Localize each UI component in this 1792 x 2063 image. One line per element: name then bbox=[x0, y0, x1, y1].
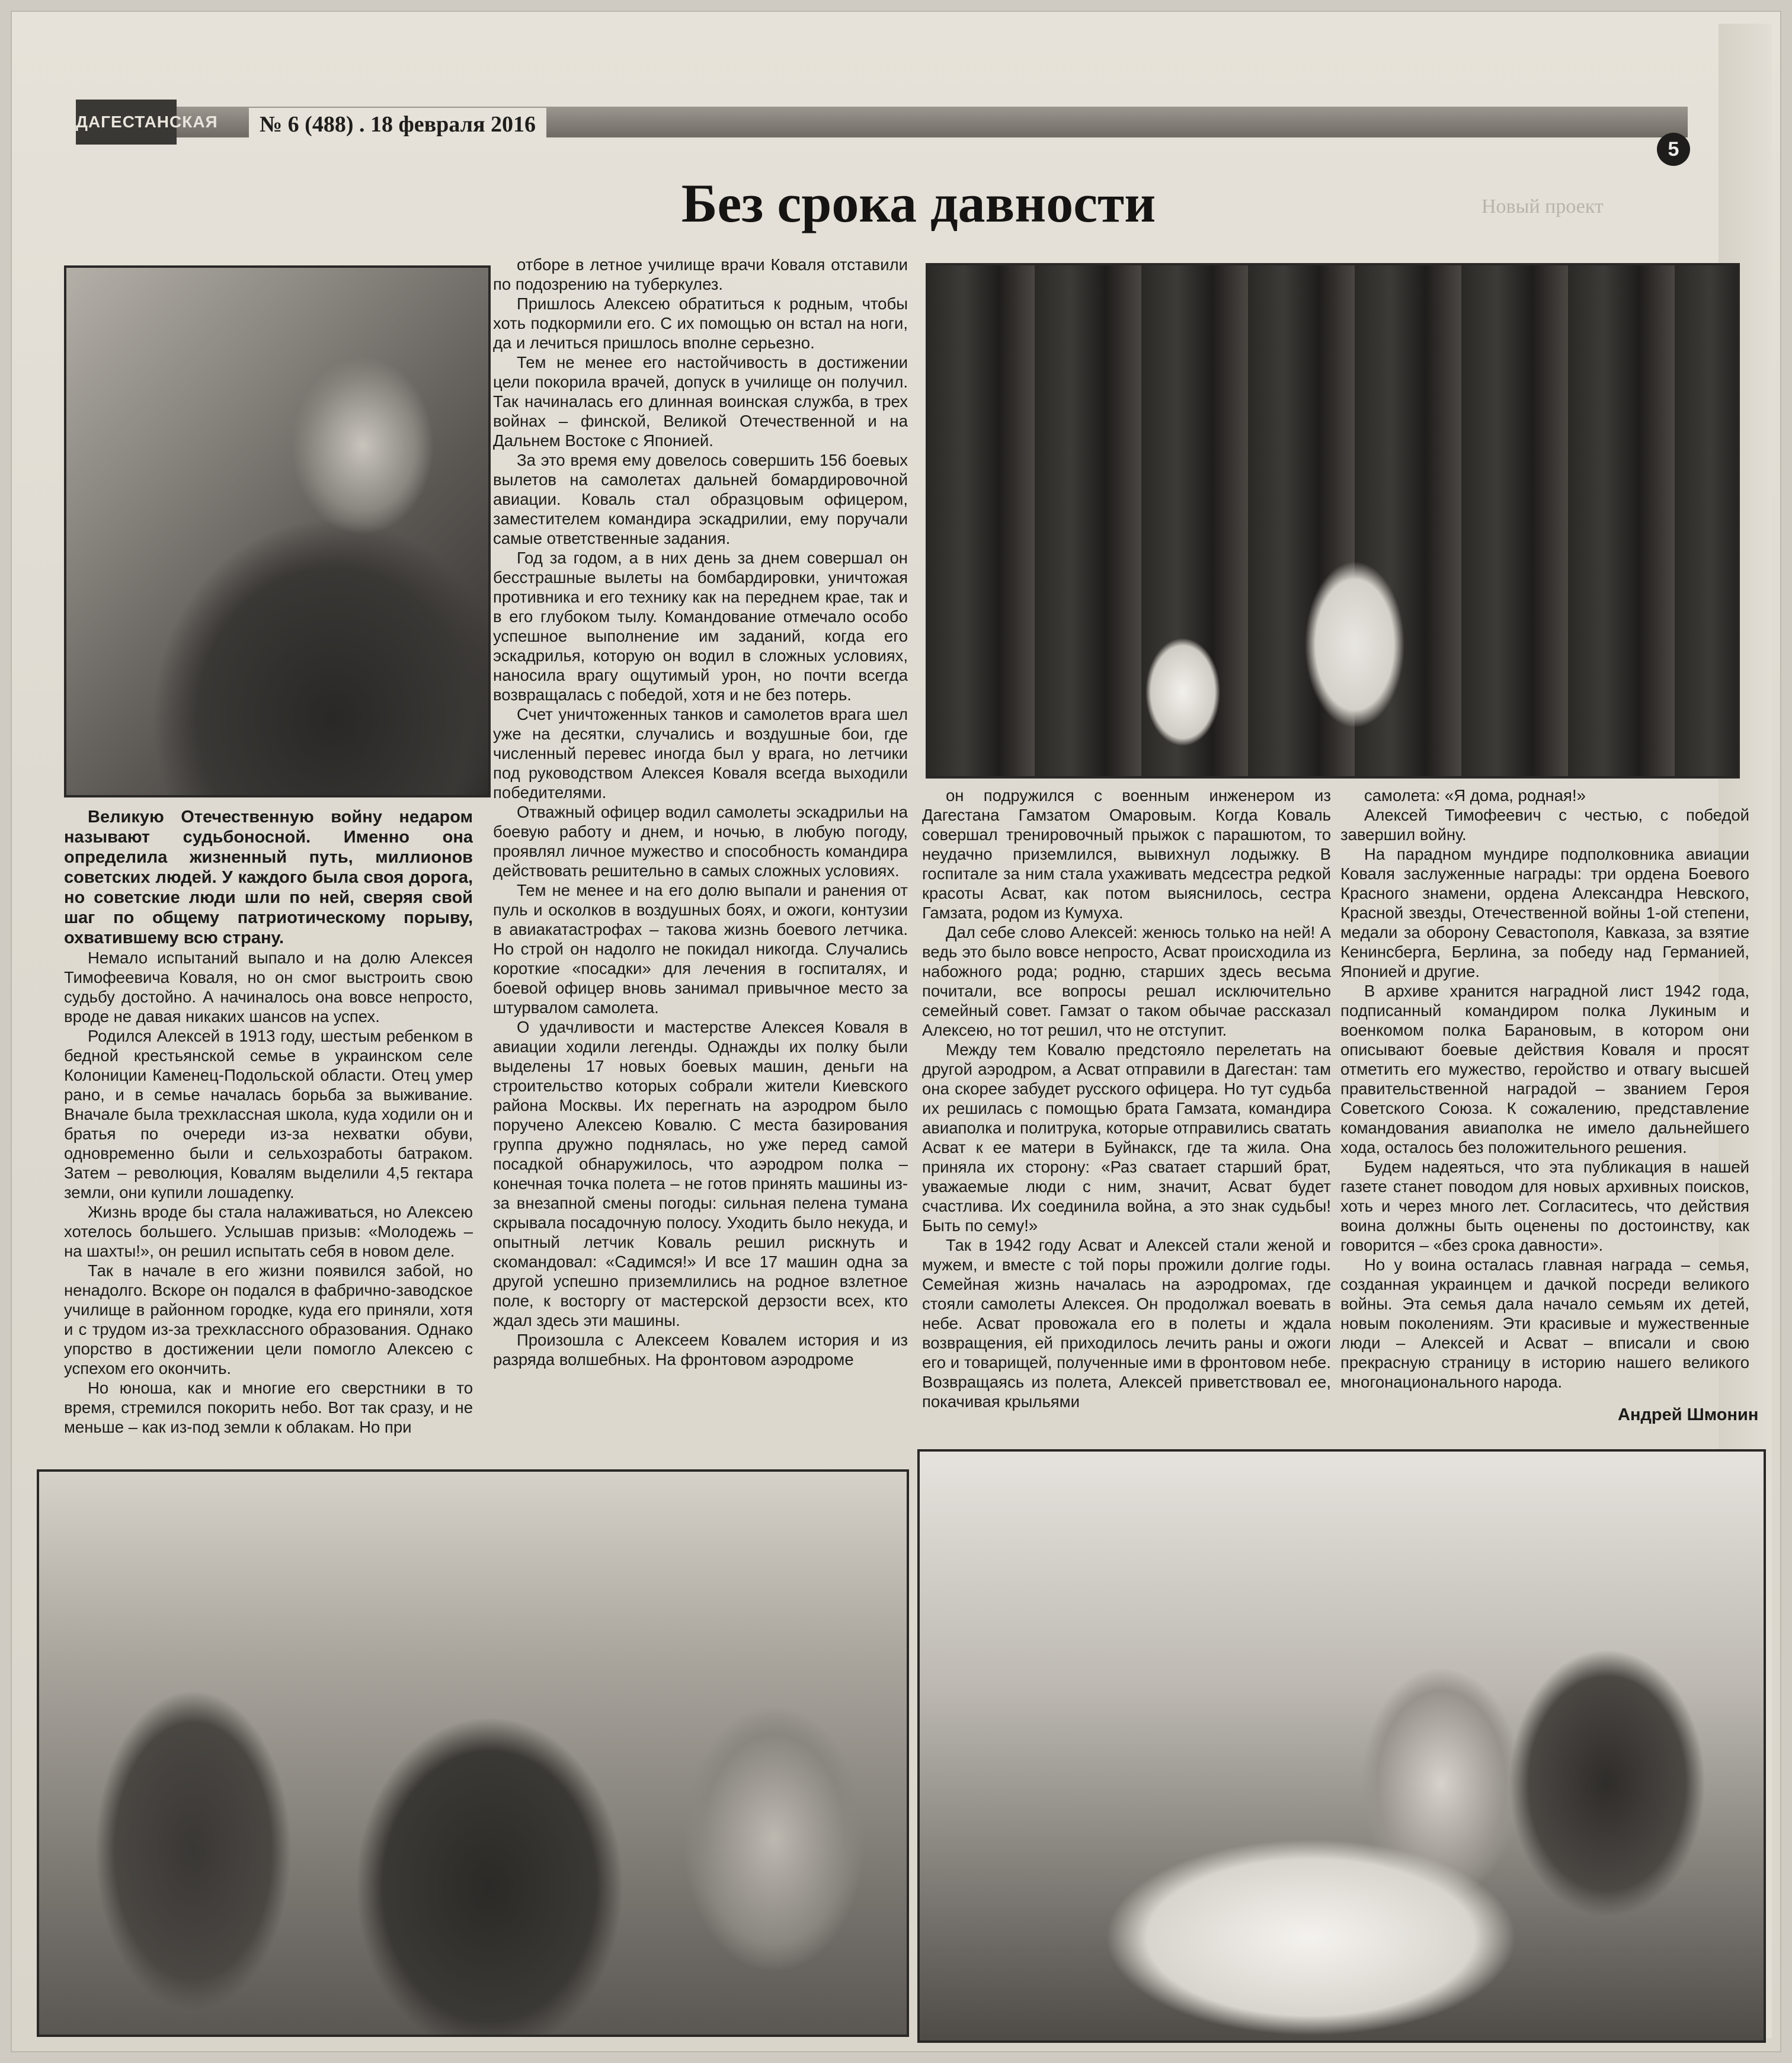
column-4 bbox=[1340, 786, 1749, 1396]
paragraph: Между тем Ковалю предстояло перелетать на другой аэродром, а Асват отправили в Дагестан: там она скорее забудет русского офицера. Но тут судьба их решилась с помощью брата Гамзата, командира авиаполка и политрука, которые отправились сватать Асват к ее матери в Буйнакск, где та жила. Она приняла их сторону: «Раз сватает старший брат, уважаемые люди с ним, значит, Асват будет счастлива. Их соединила война, а это знак судьбы! Быть по сему!» bbox=[922, 1040, 1331, 1235]
paragraph: В архиве хранится наградной лист 1942 года, подписанный командиром полка Лукиным и военкомом полка Барановым, в котором они описывают боевые действия Коваля и просят отметить его мужество, геройство и отвагу высшей правительственной наградой – званием Героя Советского Союза. К сожалению, представление командования авиаполка не имело дальнейшего хода, осталось без положительного решения. bbox=[1340, 982, 1749, 1157]
paragraph: Дал себе слово Алексей: женюсь только на ней! А ведь это было вовсе непросто, Асват происходила из набожного рода; родню, старших здесь весьма почитали, все вопросы решал исключительно семейный совет. Гамзат о таком обычае рассказал Алексею, но тот решил, что не отступит. bbox=[922, 923, 1331, 1039]
paragraph: Год за годом, а в них день за днем совершал он бесстрашные вылеты на бомбардировки, уничтожая противника и его технику как на переднем крае, так и в его глубоком тылу. Командование отмечало особо успешное выполнение им заданий, когда его эскадрилья, которую он водил в сложных условиях, наносила врагу ощутимый урон, но почти всегда возвращалась с победой, хотя и не без потерь. bbox=[493, 549, 908, 704]
paragraph: отборе в летное училище врачи Коваля отставили по подозрению на туберкулез. bbox=[493, 255, 908, 293]
column-2 bbox=[493, 255, 908, 1463]
paragraph: Но юноша, как и многие его сверстники в то время, стремился покорить небо. Вот так сразу, и не меньше – как из-под земли к облакам. Но при bbox=[64, 1379, 473, 1436]
article-lead: Великую Отечественную войну недаром называют судьбоносной. Именно она определила жизненный путь, миллионов советских людей. У каждого была своя дорога, но советские люди шли по ней, сверяя свой шаг по общему патриотическому порыву, охватившему всю страну. bbox=[64, 808, 473, 947]
paragraph: На парадном мундире подполковника авиации Коваля заслуженные награды: три ордена Боевого Красного знамени, ордена Александра Невского, Красной звезды, Отечественной войны 1-ой степени, медали за оборону Севастополя, Кавказа, за взятие Кенинсберга, Берлина, за победу над Германией, Японией и другие. bbox=[1340, 845, 1749, 981]
paragraph: Так в начале в его жизни появился забой, но ненадолго. Вскоре он подался в фабрично-заводское училище в районном городке, куда его приняли, хотя и с трудом из-за трехклассного образования. Однако упорство в достижении цели помогло Алексею с успехом его окончить. bbox=[64, 1261, 473, 1378]
article-author: Андрей Шмонин bbox=[1618, 1405, 1759, 1424]
page-number: 5 bbox=[1657, 133, 1690, 166]
paragraph: Пришлось Алексею обратиться к родным, чтобы хоть подкормили его. С их помощью он встал на ноги, да и лечиться пришлось вполне серьезно. bbox=[493, 294, 908, 352]
article-headline: Без срока давности bbox=[681, 173, 1156, 233]
paragraph: Немало испытаний выпало и на долю Алексея Тимофеевича Коваля, но он смог выстроить свою судьбу достойно. А начиналось она вовсе непросто, вроде не давая никаких шансов на успех. bbox=[64, 949, 473, 1026]
paragraph: Счет уничтоженных танков и самолетов врага шел уже на десятки, случались и воздушные бои, где численный перевес иногда был у врага, но летчики под руководством Алексея Коваля всегда выходили победителями. bbox=[493, 705, 908, 802]
bleed-through-text: Новый проект bbox=[1481, 196, 1604, 217]
paragraph: Будем надеяться, что эта публикация в нашей газете станет поводом для новых архивных поисков, хоть и через много лет. Согласитесь, что действия воина должны быть оценены по достоинству, как говорится – «без срока давности». bbox=[1340, 1158, 1749, 1254]
paragraph: Но у воина осталась главная награда – семья, созданная украинцем и дачкой посреди великого войны. Эта семья дала начало семьям их детей, новым поколениям. Эти красивые и мужественные люди – Алексей и Асват – вписали и свою прекрасную страницу в историю нашего великого многонационального народа. bbox=[1340, 1255, 1749, 1391]
paragraph: он подружился с военным инженером из Дагестана Гамзатом Омаровым. Когда Коваль совершал тренировочный прыжок с парашютом, то неудачно приземлился, вывихнул лодыжку. В госпитале за ним стала ухаживать медсестра редкой красоты Асват, как потом выяснилось, сестра Гамзата, родом из Кумуха. bbox=[922, 786, 1331, 922]
newspaper-logo: ДАГЕСТАНСКАЯ bbox=[76, 100, 177, 145]
paragraph: Жизнь вроде бы стала налаживаться, но Алексею хотелось большего. Услышав призыв: «Молодежь – на шахты!», он решил испытать себя в новом деле. bbox=[64, 1203, 473, 1260]
family-photo-2 bbox=[917, 1449, 1766, 2043]
column-3 bbox=[922, 786, 1331, 1449]
paragraph: За это время ему довелось совершить 156 боевых вылетов на самолетах дальней бомардировочной авиации. Коваль стал образцовым офицером, заместителем командира эскадрилии, ему поручали самые ответственные задания. bbox=[493, 451, 908, 547]
paragraph: Алексей Тимофеевич с честью, с победой завершил войну. bbox=[1340, 806, 1749, 844]
issue-date: № 6 (488) . 18 февраля 2016 bbox=[249, 108, 546, 141]
family-photo-1 bbox=[37, 1469, 909, 2037]
paragraph: Тем не менее его настойчивость в достижении цели покорила врачей, допуск в училище он получил. Так начиналась его длинная воинская служба, в трех войнах – финской, Великой Отечественной и на Дальнем Востоке с Японией. bbox=[493, 353, 908, 450]
paragraph: Отважный офицер водил самолеты эскадрильи на боевую работу и днем, и ночью, в любую погоду, проявлял личное мужество и способность командира действовать решительно в самых сложных условиях. bbox=[493, 803, 908, 880]
paragraph: Тем не менее и на его долю выпали и ранения от пуль и осколков в воздушных боях, и ожоги, контузии в авиакатастрофах – такова жизнь боевого летчика. Но строй он надолго не покидал никогда. Случались короткие «посадки» для лечения в госпиталях, и боевой офицер вновь занимал привычное место за штурвалом самолета. bbox=[493, 881, 908, 1017]
column-1 bbox=[64, 807, 473, 1465]
paragraph: Родился Алексей в 1913 году, шестым ребенком в бедной крестьянской семье в украинском селе Колониции Каменец-Подольской области. Отец умер рано, и в семье началась борьба за выживание. Вначале была трехклассная школа, куда ходили он и братья по очереди из-за нехватки обуви, одновременно были и сельхозработы батраком. Затем – революция, Ковалям выделили 4,5 гектара земли, они купили лошадenку. bbox=[64, 1027, 473, 1202]
paragraph: самолета: «Я дома, родная!» bbox=[1364, 786, 1586, 805]
paragraph: О удачливости и мастерстве Алексея Коваля в авиации ходили легенды. Однажды их полку были выделены 17 новых боевых машин, деньги на строительство которых собрали жители Киевского района Москвы. Их перегнать на аэродром было поручено Алексею Ковалю. С места базирования группа дружно поднялась, но уже перед самой посадкой обнаружилось, что аэродром полка – конечная точка полета – не готов принять машины из-за внезапной смены погоды: сильная пелена тумана скрывала посадочную полосу. Уходить было некуда, и опытный летчик Коваль решил рискнуть и скомандовал: «Садимся!» И все 17 машин одна за другой успешно приземлились на родное взлетное поле, к восторгу от мастерской дерзости всех, кто ждал здесь эти машины. bbox=[493, 1018, 908, 1330]
paragraph: Произошла с Алексеем Ковалем история и из разряда волшебных. На фронтовом аэродроме bbox=[493, 1331, 908, 1369]
portrait-photo bbox=[64, 265, 491, 797]
paragraph: Так в 1942 году Асват и Алексей стали женой и мужем, и вместе с той поры прожили долгие годы. Семейная жизнь началась на аэродромах, где стояли самолеты Алексея. Он продолжал воевать в небе. Асват провожала его в полеты и ждала возвращения, ей приходилось лечить раны и ожоги его и товарищей, полученные ими в фронтовом небе. Возвращаясь из полета, Алексей приветствовал ее, покачивая крыльями bbox=[922, 1236, 1331, 1411]
veterans-group-photo bbox=[926, 263, 1740, 779]
